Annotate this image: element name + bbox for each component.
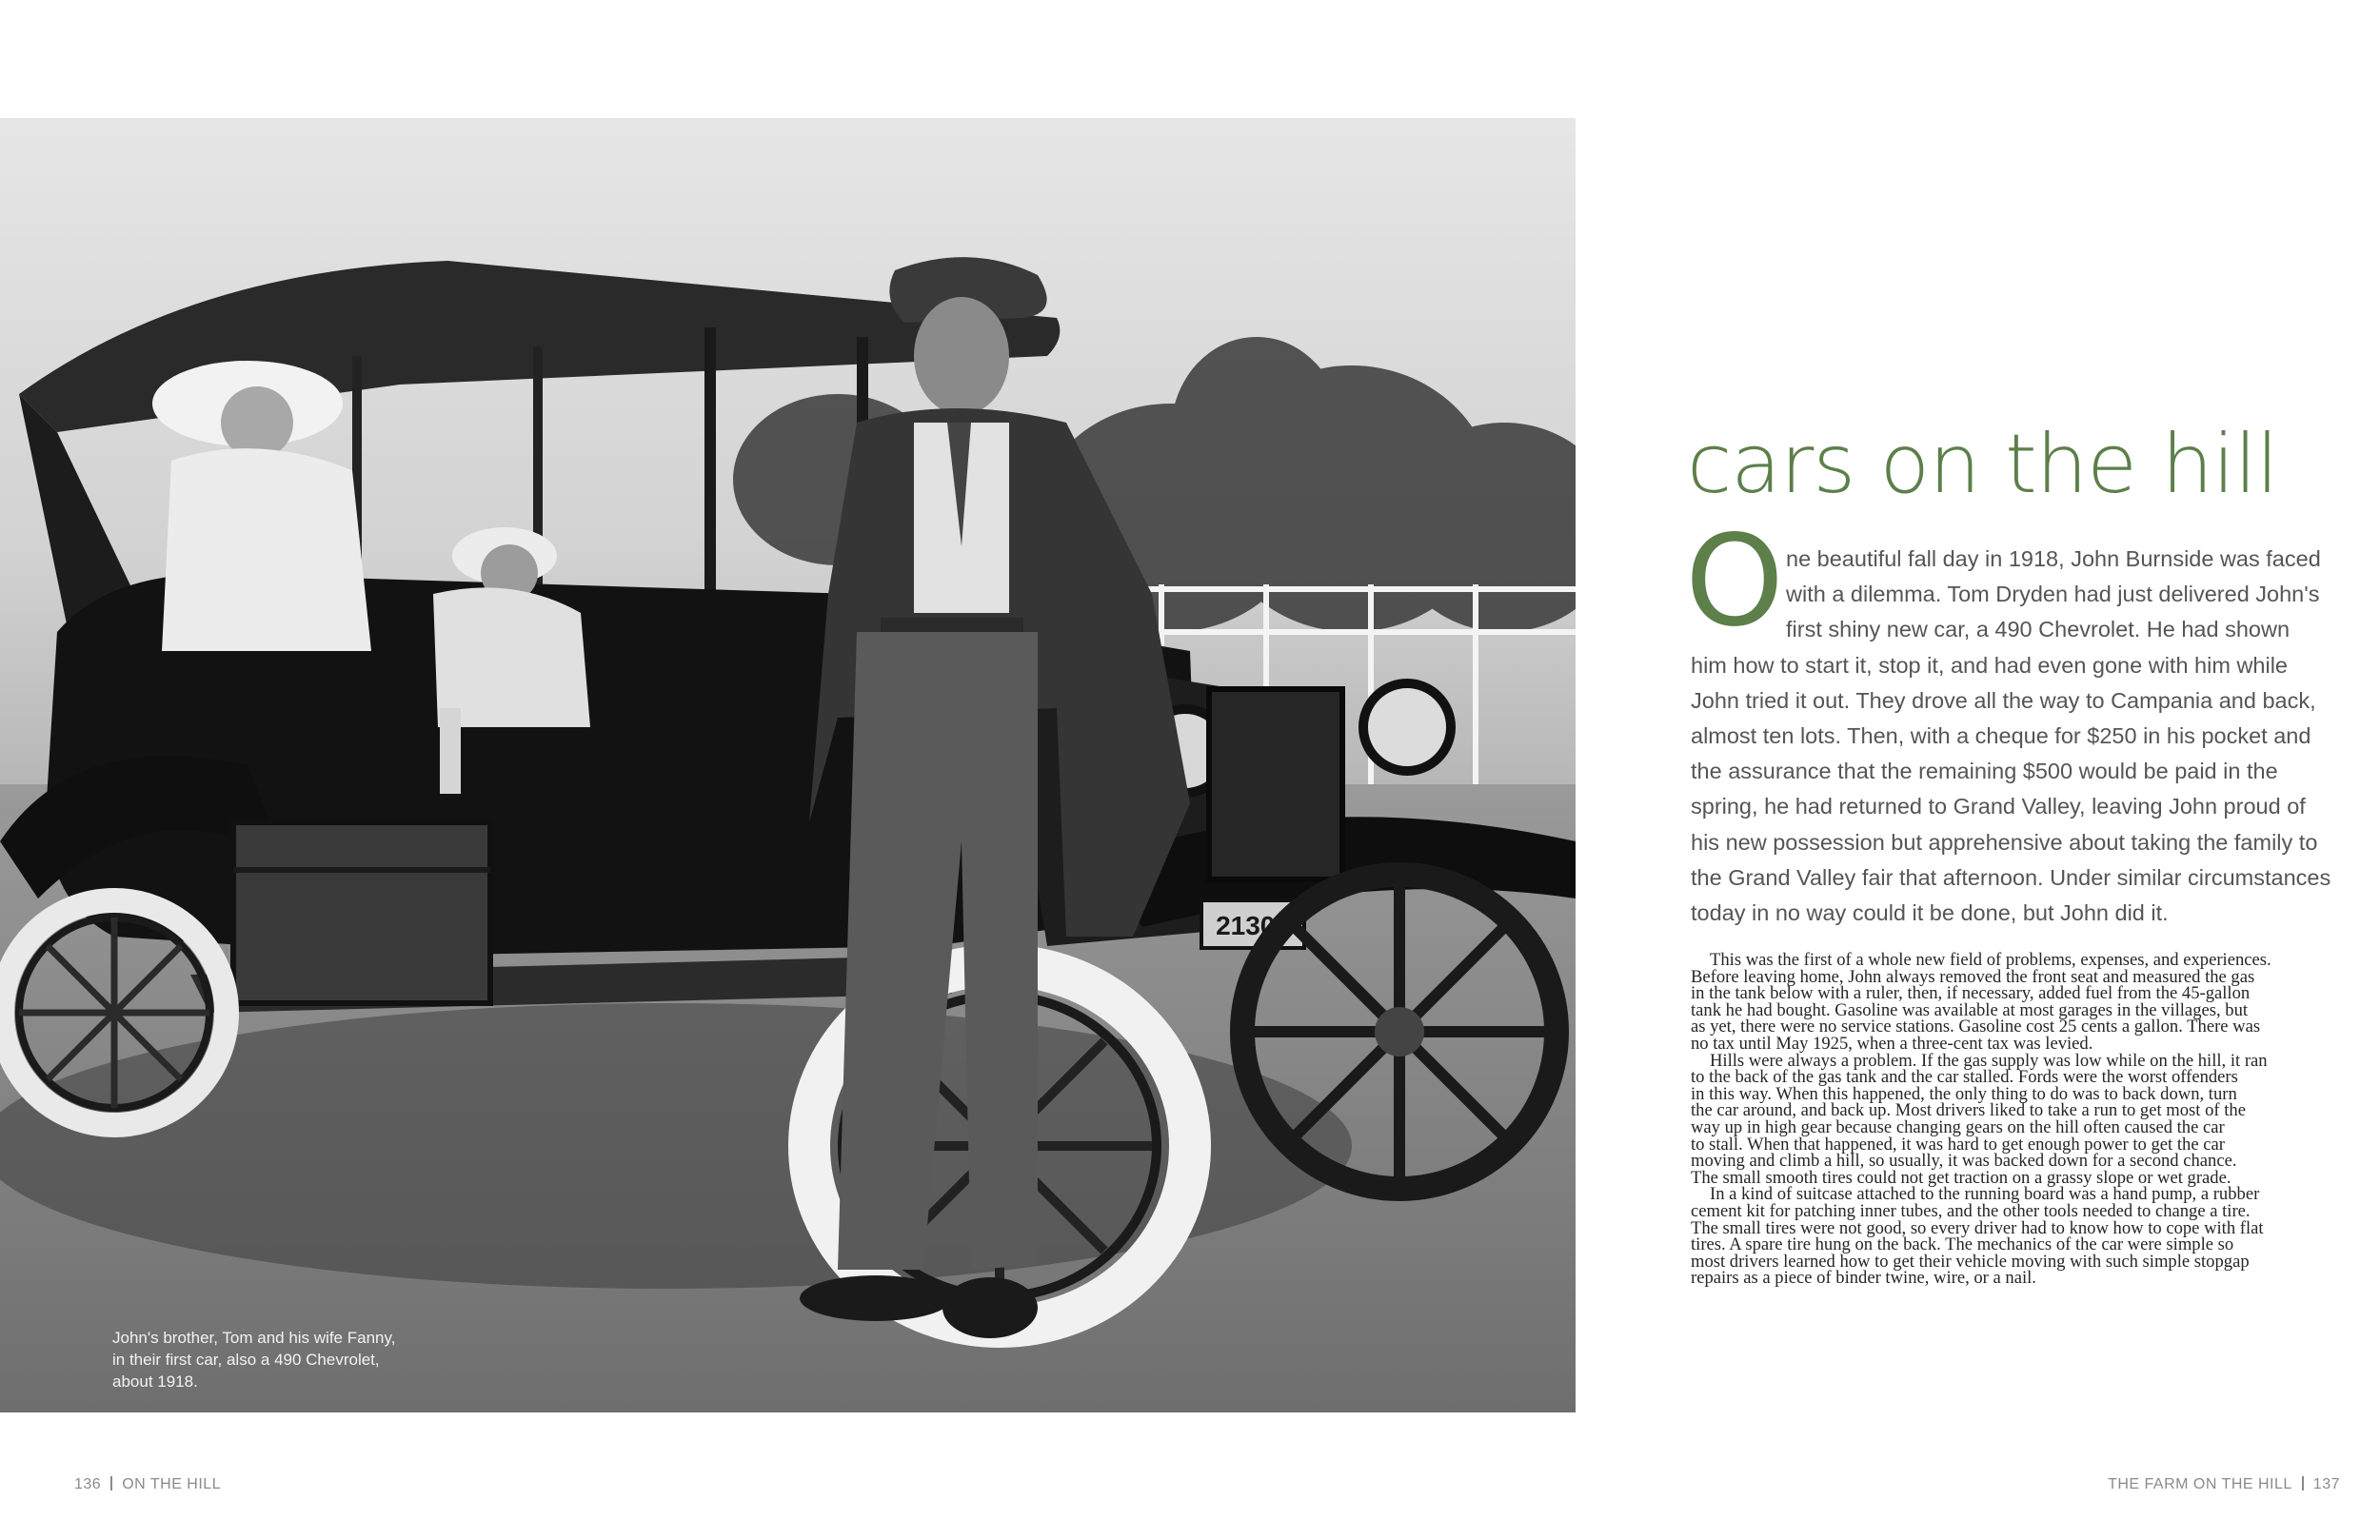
lede-line: today in no way could it be done, but John did it. xyxy=(1691,900,2169,926)
body-line: The small tires were not good, so every driver had to know how to cope with flat xyxy=(1691,1217,2264,1238)
woman-figure xyxy=(152,361,371,651)
car-photo-illustration xyxy=(0,118,1576,1412)
body-line: The small smooth tires could not get traction on a grassy slope or wet grade. xyxy=(1691,1167,2231,1188)
folio-left xyxy=(74,1476,221,1493)
lede-line: the assurance that the remaining $500 would be paid in the xyxy=(1691,759,2278,784)
page-number-left: 136 xyxy=(74,1476,102,1492)
lede-line: John tried it out. They drove all the way to Campania and back, xyxy=(1691,687,2316,713)
caption-line: John's brother, Tom and his wife Fanny, xyxy=(112,1329,396,1347)
lede-line: with a dilemma. Tom Dryden had just delivered John's xyxy=(1786,582,2320,607)
folio-right xyxy=(2108,1476,2340,1493)
drop-cap: O xyxy=(1685,508,1784,655)
photo-caption xyxy=(112,1327,417,1392)
body-line: This was the first of a whole new field of problems, expenses, and experiences. xyxy=(1710,950,2271,970)
body-line: in the tank below with a ruler, then, if necessary, added fuel from the 45-gallon xyxy=(1691,983,2251,1004)
body-line: Hills were always a problem. If the gas supply was low while on the hill, it ran xyxy=(1710,1050,2268,1071)
folio-divider xyxy=(110,1476,112,1491)
page-number-right: 137 xyxy=(2312,1476,2340,1492)
folio-divider xyxy=(2302,1476,2304,1491)
lede-line: the Grand Valley fair that afternoon. Under similar circumstances xyxy=(1691,864,2331,890)
body-line: most drivers learned how to get their vehicle moving with such simple stopgap xyxy=(1691,1251,2250,1272)
body-line: Before leaving home, John always removed the front seat and measured the gas xyxy=(1691,966,2255,987)
license-plate-number: 21304 xyxy=(1216,911,1290,940)
lede-line: him how to start it, stop it, and had even gone with him while xyxy=(1691,652,2288,678)
body-line: to stall. When that happened, it was hard to get enough power to get the car xyxy=(1691,1134,2225,1155)
caption-line: about 1918. xyxy=(112,1372,198,1391)
body-line: the car around, and back up. Most drivers liked to take a run to get most of the xyxy=(1691,1100,2246,1121)
body-line: cement kit for patching inner tubes, and the other tools needed to change a tire. xyxy=(1691,1200,2251,1221)
lede-paragraph xyxy=(1691,542,2331,931)
article-title: cars on the hill xyxy=(1687,417,2278,512)
lede-line: first shiny new car, a 490 Chevrolet. He had shown xyxy=(1786,617,2291,642)
running-head-right: THE FARM ON THE HILL xyxy=(2108,1476,2292,1492)
lede-line: spring, he had returned to Grand Valley, leaving John proud of xyxy=(1691,794,2306,819)
body-text xyxy=(1691,952,2306,1287)
lede-line: ne beautiful fall day in 1918, John Burnside was faced xyxy=(1786,546,2321,571)
running-head-left: ON THE HILL xyxy=(122,1476,222,1492)
lede-line: almost ten lots. Then, with a cheque for $250 in his pocket and xyxy=(1691,723,2311,749)
caption-line: in their first car, also a 490 Chevrolet, xyxy=(112,1351,380,1369)
lede-line: his new possession but apprehensive about taking the family to xyxy=(1691,829,2318,855)
body-line: in this way. When this happened, the only thing to do was to back down, turn xyxy=(1691,1083,2237,1104)
body-line: tank he had bought. Gasoline was available at most garages in the villages, but xyxy=(1691,999,2249,1020)
body-line: way up in high gear because changing gears on the hill often caused the car xyxy=(1691,1116,2225,1137)
body-line: tires. A spare tire hung on the back. The mechanics of the car were simple so xyxy=(1691,1234,2234,1255)
body-line: In a kind of suitcase attached to the running board was a hand pump, a rubber xyxy=(1710,1184,2260,1205)
body-line: moving and climb a hill, so usually, it was backed down for a second chance. xyxy=(1691,1151,2237,1172)
body-line: repairs as a piece of binder twine, wire, or a nail. xyxy=(1691,1268,2036,1289)
body-line: to the back of the gas tank and the car stalled. Fords were the worst offenders xyxy=(1691,1067,2238,1088)
body-line: no tax until May 1925, when a three-cent tax was levied. xyxy=(1691,1033,2093,1054)
photo xyxy=(0,118,1576,1412)
body-line: as yet, there were no service stations. Gasoline cost 25 cents a gallon. There was xyxy=(1691,1017,2261,1037)
